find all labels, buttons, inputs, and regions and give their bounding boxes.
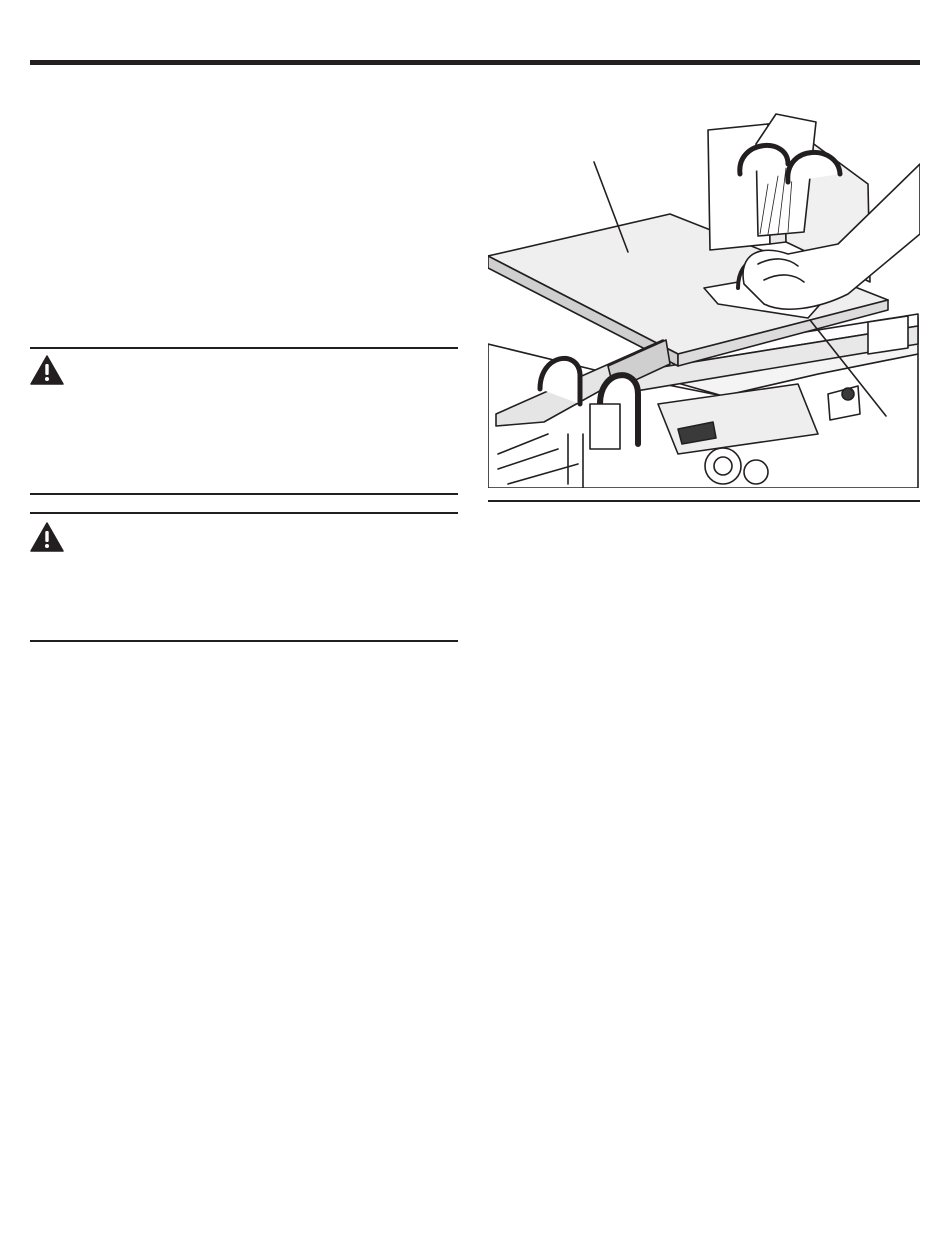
warning-top-rule xyxy=(30,347,458,349)
warning-box-1 xyxy=(30,347,458,497)
table-saw-illustration xyxy=(488,104,920,488)
warning-bottom-rule xyxy=(30,640,458,642)
warning-bottom-rule xyxy=(30,493,458,495)
warning-top-rule xyxy=(30,512,458,514)
warning-triangle-icon xyxy=(30,522,64,552)
warning-triangle-icon xyxy=(30,355,64,385)
header-rule xyxy=(30,60,920,65)
figure-bottom-rule xyxy=(488,500,920,502)
warning-box-2 xyxy=(30,512,458,644)
